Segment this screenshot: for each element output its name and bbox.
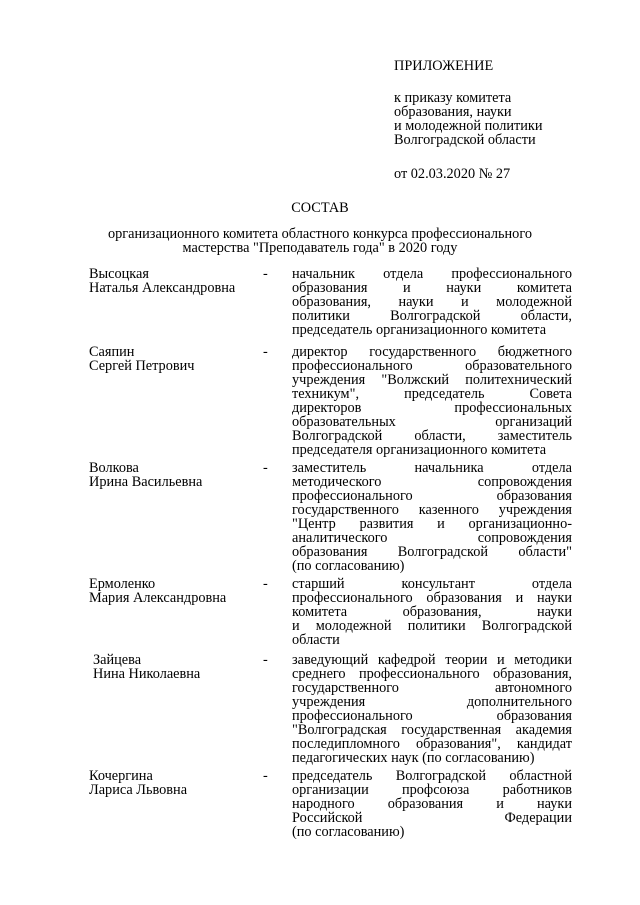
subheading-line: организационного комитета областного конкурса профессионального — [108, 226, 532, 242]
member-name-line: Зайцева — [93, 652, 142, 668]
member-name-line: Ирина Васильевна — [89, 474, 203, 490]
member-role-line: народного образования и науки — [292, 797, 572, 811]
appendix-date: от 02.03.2020 № 27 — [394, 166, 511, 182]
member-dash: - — [263, 652, 268, 668]
member-dash: - — [263, 460, 268, 476]
member-dash: - — [263, 768, 268, 784]
member-role-line: государственного казенного учреждения — [292, 503, 572, 517]
member-role — [292, 267, 572, 337]
appendix-title: ПРИЛОЖЕНИЕ — [394, 58, 494, 74]
member-role-line: государственного автономного — [292, 681, 572, 695]
member-name-line: Лариса Львовна — [89, 782, 188, 798]
member-role-line: (по согласованию) — [292, 558, 405, 574]
member-role-line: профессионального образования и науки — [292, 591, 572, 605]
member-role-line: методического сопровождения — [292, 475, 572, 489]
member-role — [292, 577, 572, 647]
member-role-line: учреждения "Волжский политехнический — [292, 373, 572, 387]
member-name-line: Сергей Петрович — [89, 358, 195, 374]
member-role-line: директоров профессиональных — [292, 401, 572, 415]
member-dash: - — [263, 344, 268, 360]
member-role-line: образовательных организаций — [292, 415, 572, 429]
member-role-line: заместитель начальника отдела — [292, 461, 572, 475]
member-role-line: председатель Волгоградской областной — [292, 769, 572, 783]
subheading-line: мастерства "Преподаватель года" в 2020 году — [182, 240, 458, 256]
member-role-line: профессионального образования — [292, 709, 572, 723]
appendix-line: и молодежной политики — [394, 118, 543, 134]
appendix-line: образования, науки — [394, 104, 512, 120]
member-role-line: комитета образования, науки — [292, 605, 572, 619]
member-dash: - — [263, 266, 268, 282]
member-role-line: организации профсоюза работников — [292, 783, 572, 797]
appendix-block — [394, 59, 624, 181]
member-role-line: (по согласованию) — [292, 824, 405, 840]
member-role-line: педагогических наук (по согласованию) — [292, 750, 535, 766]
member-role-line: учреждения дополнительного — [292, 695, 572, 709]
appendix-line: к приказу комитета — [394, 90, 512, 106]
member-role-line: председателя организационного комитета — [292, 442, 547, 458]
member-role-line: председатель организационного комитета — [292, 322, 547, 338]
member-name-line: Волкова — [89, 460, 139, 476]
member-name-line: Наталья Александровна — [89, 280, 236, 296]
member-role-line: образования Волгоградской области" — [292, 545, 572, 559]
member-name-line: Высоцкая — [89, 266, 149, 282]
document-heading: СОСТАВ — [291, 200, 349, 216]
member-name — [93, 653, 263, 681]
member-name-line: Кочергина — [89, 768, 153, 784]
member-role-line: начальник отдела профессионального — [292, 267, 572, 281]
member-role — [292, 769, 572, 839]
member-role-line: профессионального образования — [292, 489, 572, 503]
member-role-line: директор государственного бюджетного — [292, 345, 572, 359]
member-role-line: "Волгоградская государственная академия — [292, 723, 572, 737]
member-dash: - — [263, 576, 268, 592]
member-role-line: "Центр развития и организационно- — [292, 517, 572, 531]
document-subheading — [0, 227, 640, 255]
member-name — [89, 267, 259, 295]
member-role-line: области — [292, 632, 340, 648]
member-name — [89, 461, 259, 489]
member-role-line: старший консультант отдела — [292, 577, 572, 591]
member-name-line: Мария Александровна — [89, 590, 227, 606]
member-name — [89, 769, 259, 797]
member-role-line: Волгоградской области, заместитель — [292, 429, 572, 443]
member-name-line: Нина Николаевна — [93, 666, 201, 682]
member-role-line: Российской Федерации — [292, 811, 572, 825]
member-role — [292, 461, 572, 573]
member-role-line: заведующий кафедрой теории и методики — [292, 653, 572, 667]
member-role-line: последипломного образования", кандидат — [292, 737, 572, 751]
member-role-line: политики Волгоградской области, — [292, 309, 572, 323]
member-role — [292, 345, 572, 457]
member-role-line: и молодежной политики Волгоградской — [292, 619, 572, 633]
member-name-line: Ермоленко — [89, 576, 156, 592]
member-role — [292, 653, 572, 765]
member-name — [89, 577, 259, 605]
member-role-line: образования, науки и молодежной — [292, 295, 572, 309]
member-role-line: аналитического сопровождения — [292, 531, 572, 545]
member-name — [89, 345, 259, 373]
member-role-line: профессионального образовательного — [292, 359, 572, 373]
member-role-line: техникум", председатель Совета — [292, 387, 572, 401]
member-name-line: Саяпин — [89, 344, 135, 360]
member-role-line: среднего профессионального образования, — [292, 667, 572, 681]
member-role-line: образования и науки комитета — [292, 281, 572, 295]
appendix-line: Волгоградской области — [394, 132, 536, 148]
